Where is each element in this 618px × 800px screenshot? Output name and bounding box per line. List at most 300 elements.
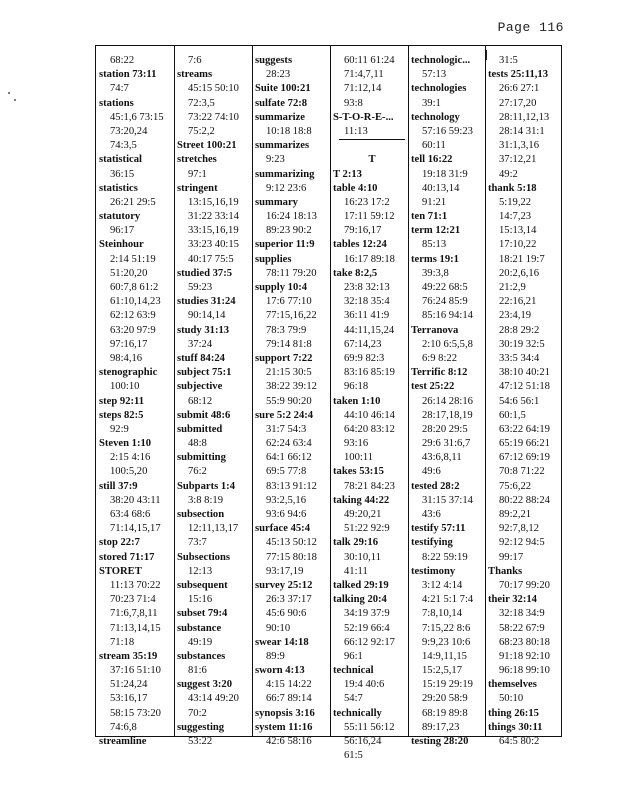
- index-term: studies 31:24: [177, 296, 236, 308]
- index-term: suggesting: [177, 721, 225, 733]
- index-reference: 97:1: [188, 168, 207, 180]
- index-reference: 89:17,23: [422, 721, 460, 733]
- index-reference: 92:7,8,12: [499, 523, 540, 535]
- index-reference: 68:23 80:18: [499, 636, 550, 648]
- index-term: stuff 84:24: [177, 352, 225, 364]
- index-reference: 11:13 70:22: [110, 579, 161, 591]
- index-reference: 96:18: [344, 381, 369, 393]
- index-column-4: [333, 54, 411, 763]
- index-reference: 91:21: [422, 196, 447, 208]
- index-reference: 71:12,14: [344, 83, 382, 95]
- index-reference: 63:4 68:6: [110, 509, 151, 520]
- index-reference: 93:8: [344, 97, 363, 109]
- index-reference: 93:16: [344, 438, 369, 450]
- index-column-3: [255, 54, 333, 749]
- index-reference: 80:22 88:24: [499, 494, 550, 506]
- index-reference: 68:12: [188, 395, 213, 407]
- index-reference: 23:4,19: [499, 310, 532, 322]
- index-term: Terrific 8:12: [411, 367, 468, 379]
- index-reference: 21:15 30:5: [266, 367, 312, 379]
- index-term: substances: [177, 650, 226, 662]
- index-term: swear 14:18: [255, 636, 309, 648]
- index-term: stations: [99, 97, 134, 109]
- index-reference: 65:19 66:21: [499, 438, 550, 450]
- index-reference: 50:10: [499, 693, 524, 705]
- index-reference: 16:17 89:18: [344, 253, 395, 265]
- index-term: support 7:22: [255, 352, 313, 364]
- index-reference: 64:20 83:12: [344, 423, 395, 435]
- index-reference: 17:6 77:10: [266, 296, 312, 308]
- index-term: still 37:9: [99, 480, 138, 492]
- index-reference: 40:13,14: [422, 182, 460, 194]
- index-term: Subsections: [177, 551, 230, 563]
- index-reference: 37:12,21: [499, 154, 537, 166]
- index-reference: 47:12 51:18: [499, 381, 550, 393]
- index-term: things 30:11: [488, 721, 543, 733]
- index-reference: 26:6 27:1: [499, 83, 540, 95]
- index-reference: 33:23 40:15: [188, 239, 239, 251]
- index-reference: 9:9,23 10:6: [422, 636, 471, 648]
- index-reference: 69:9 82:3: [344, 352, 385, 364]
- index-reference: 49:19: [188, 636, 213, 648]
- index-reference: 89:2,21: [499, 509, 532, 520]
- scan-speck: [8, 92, 10, 94]
- index-term: testify 57:11: [411, 523, 466, 535]
- index-reference: 74:7: [110, 83, 129, 95]
- index-reference: 85:13: [422, 239, 447, 251]
- index-reference: 8:22 59:19: [422, 551, 468, 563]
- index-reference: 15:13,14: [499, 225, 537, 237]
- index-term: thing 26:15: [488, 707, 539, 719]
- index-reference: 29:20 58:9: [422, 693, 468, 705]
- index-reference: 90:10: [266, 622, 291, 634]
- index-term: takes 53:15: [333, 466, 384, 478]
- index-term: testimony: [411, 565, 456, 577]
- index-reference: 15:19 29:19: [422, 679, 473, 691]
- index-term: table 4:10: [333, 182, 378, 194]
- index-term: tell 16:22: [411, 154, 453, 166]
- index-reference: 73:20,24: [110, 125, 148, 137]
- index-reference: 67:12 69:19: [499, 452, 550, 464]
- index-reference: 30:19 32:5: [499, 338, 545, 350]
- index-reference: 71:6,7,8,11: [110, 608, 158, 620]
- index-reference: 29:6 31:6,7: [422, 438, 471, 450]
- index-reference: 45:1,6 73:15: [110, 111, 164, 123]
- index-reference: 37:24: [188, 338, 213, 350]
- index-reference: 85:16 94:14: [422, 310, 473, 322]
- index-reference: 49:22 68:5: [422, 282, 468, 293]
- index-term: stop 22:7: [99, 537, 140, 549]
- index-reference: 79:14 81:8: [266, 338, 312, 350]
- index-reference: 45:13 50:12: [266, 537, 317, 549]
- index-term: term 12:21: [411, 225, 461, 237]
- index-term: talk 29:16: [333, 537, 379, 549]
- index-term: talking 20:4: [333, 594, 387, 606]
- index-term: themselves: [488, 679, 537, 691]
- index-reference: 73:7: [188, 537, 207, 549]
- index-term: their 32:14: [488, 594, 537, 606]
- index-reference: 93:2,5,16: [266, 494, 307, 506]
- index-reference: 61:5: [344, 750, 363, 762]
- index-reference: 92:9: [110, 423, 129, 435]
- index-reference: 44:10 46:14: [344, 409, 395, 421]
- index-reference: 14:9,11,15: [422, 650, 467, 662]
- index-reference: 33:5 34:4: [499, 352, 540, 364]
- index-reference: 96:17: [110, 225, 135, 237]
- index-reference: 59:23: [188, 282, 213, 293]
- index-term: tests 25:11,13: [488, 69, 549, 81]
- index-reference: 31:7 54:3: [266, 423, 307, 435]
- index-reference: 31:1,3,16: [499, 140, 540, 152]
- index-reference: 75:6,22: [499, 480, 532, 492]
- index-reference: 30:10,11: [344, 551, 381, 563]
- index-term: T 2:13: [333, 168, 362, 180]
- index-reference: 38:20 43:11: [110, 494, 161, 506]
- index-reference: 17:10,22: [499, 239, 537, 251]
- index-term: testing 28:20: [411, 736, 469, 747]
- index-reference: 96:1: [344, 650, 363, 662]
- index-term: subjective: [177, 381, 223, 393]
- index-reference: 62:24 63:4: [266, 438, 312, 450]
- index-term: suggests: [255, 55, 293, 66]
- index-reference: 37:16 51:10: [110, 665, 161, 677]
- index-reference: 7:8,10,14: [422, 608, 463, 620]
- index-reference: 26:14 28:16: [422, 395, 473, 407]
- index-reference: 100:11: [344, 452, 374, 464]
- index-reference: 2:10 6:5,5,8: [422, 338, 473, 350]
- index-reference: 10:18 18:8: [266, 125, 312, 137]
- index-term: ten 71:1: [411, 211, 448, 223]
- index-term: technically: [333, 707, 382, 719]
- index-term: submit 48:6: [177, 409, 231, 421]
- index-reference: 97:16,17: [110, 338, 148, 350]
- index-term: summary: [255, 196, 298, 208]
- index-reference: 58:15 73:20: [110, 707, 161, 719]
- index-reference: 31:15 37:14: [422, 494, 473, 506]
- index-reference: 63:20 97:9: [110, 324, 156, 336]
- index-reference: 53:16,17: [110, 693, 148, 705]
- index-term: technologies: [411, 83, 467, 95]
- index-term: sworn 4:13: [255, 665, 305, 677]
- index-term: subsequent: [177, 579, 228, 591]
- index-term: summarize: [255, 111, 306, 123]
- index-reference: 74:6,8: [110, 721, 137, 733]
- index-term: survey 25:12: [255, 579, 313, 591]
- scan-speck: [14, 99, 16, 101]
- index-reference: 43:14 49:20: [188, 693, 239, 705]
- index-term: stream 35:19: [99, 650, 158, 662]
- index-reference: 70:23 71:4: [110, 594, 156, 606]
- index-reference: 11:13: [344, 125, 368, 137]
- index-reference: 53:22: [188, 736, 213, 747]
- index-reference: 61:10,14,23: [110, 296, 161, 308]
- index-reference: 60:11 61:24: [344, 55, 395, 66]
- index-reference: 60:11: [422, 140, 446, 152]
- index-term: study 31:13: [177, 324, 230, 336]
- index-term: submitted: [177, 423, 223, 435]
- index-term: Street 100:21: [177, 140, 237, 152]
- index-column-2: [177, 54, 255, 749]
- index-reference: 77:15 80:18: [266, 551, 317, 563]
- index-reference: 71:14,15,17: [110, 523, 161, 535]
- index-reference: 70:17 99:20: [499, 579, 550, 591]
- index-reference: 12:11,13,17: [188, 523, 239, 535]
- index-reference: 99:17: [499, 551, 524, 563]
- index-reference: 76:24 85:9: [422, 296, 468, 308]
- index-term: subject 75:1: [177, 367, 232, 379]
- index-reference: 28:17,18,19: [422, 409, 473, 421]
- index-term: testifying: [411, 537, 453, 549]
- index-reference: 7:6: [188, 55, 202, 66]
- index-term: subsection: [177, 509, 225, 520]
- index-term: technology: [411, 111, 460, 123]
- index-reference: 56:16,24: [344, 736, 382, 747]
- index-term: Terranova: [411, 324, 459, 336]
- index-reference: 16:24 18:13: [266, 211, 317, 223]
- index-term: steps 82:5: [99, 409, 144, 421]
- index-reference: 91:18 92:10: [499, 650, 550, 662]
- index-term: Subparts 1:4: [177, 480, 235, 492]
- index-reference: 31:22 33:14: [188, 211, 239, 223]
- index-term: suggest 3:20: [177, 679, 233, 691]
- index-reference: 39:3,8: [422, 267, 449, 279]
- section-letter: T: [368, 154, 376, 166]
- index-reference: 5:19,22: [499, 196, 532, 208]
- index-reference: 2:15 4:16: [110, 452, 151, 464]
- index-reference: 20:2,6,16: [499, 267, 540, 279]
- index-reference: 49:20,21: [344, 509, 382, 520]
- index-reference: 83:16 85:19: [344, 367, 395, 379]
- index-reference: 92:12 94:5: [499, 537, 545, 549]
- index-term: studied 37:5: [177, 267, 233, 279]
- index-reference: 34:19 37:9: [344, 608, 390, 620]
- index-reference: 73:22 74:10: [188, 111, 239, 123]
- index-reference: 16:23 17:2: [344, 196, 390, 208]
- section-rule: [339, 139, 405, 153]
- index-reference: 60:1,5: [499, 409, 526, 421]
- index-term: substance: [177, 622, 222, 634]
- index-term: STORET: [99, 565, 142, 577]
- index-reference: 64:1 66:12: [266, 452, 312, 464]
- index-term: summarizes: [255, 140, 310, 152]
- index-reference: 64:5 80:2: [499, 736, 540, 747]
- index-term: summarizing: [255, 168, 315, 180]
- index-reference: 51:22 92:9: [344, 523, 390, 535]
- index-term: tables 12:24: [333, 239, 387, 251]
- index-reference: 36:11 41:9: [344, 310, 390, 322]
- index-term: statutory: [99, 211, 141, 223]
- index-reference: 21:2,9: [499, 282, 526, 293]
- index-reference: 19:4 40:6: [344, 679, 385, 691]
- index-reference: 74:3,5: [110, 140, 137, 152]
- index-reference: 67:14,23: [344, 338, 382, 350]
- index-reference: 71:18: [110, 636, 135, 648]
- index-reference: 83:13 91:12: [266, 480, 317, 492]
- index-term: stored 71:17: [99, 551, 155, 563]
- index-reference: 72:3,5: [188, 97, 215, 109]
- index-term: Suite 100:21: [255, 83, 311, 95]
- index-reference: 39:1: [422, 97, 441, 109]
- index-reference: 23:8 32:13: [344, 282, 390, 293]
- index-reference: 33:15,16,19: [188, 225, 239, 237]
- index-reference: 68:19 89:8: [422, 707, 468, 719]
- index-reference: 75:2,2: [188, 125, 215, 137]
- index-reference: 51:20,20: [110, 267, 148, 279]
- index-reference: 2:14 51:19: [110, 253, 156, 265]
- index-reference: 96:18 99:10: [499, 665, 550, 677]
- index-reference: 38:10 40:21: [499, 367, 550, 379]
- index-reference: 49:2: [499, 168, 518, 180]
- index-reference: 100:5,20: [110, 466, 148, 478]
- index-reference: 70:2: [188, 707, 207, 719]
- index-term: step 92:11: [99, 395, 145, 407]
- index-reference: 51:24,24: [110, 679, 148, 691]
- index-term: thank 5:18: [488, 182, 537, 194]
- index-reference: 78:3 79:9: [266, 324, 307, 336]
- index-reference: 79:16,17: [344, 225, 382, 237]
- index-column-6: [488, 54, 566, 749]
- index-reference: 42:6 58:16: [266, 736, 312, 747]
- index-reference: 18:21 19:7: [499, 253, 545, 265]
- index-term: Thanks: [488, 565, 523, 577]
- index-reference: 9:12 23:6: [266, 182, 307, 194]
- index-term: taken 1:10: [333, 395, 381, 407]
- page-number: Page 116: [497, 20, 564, 35]
- index-reference: 22:16,21: [499, 296, 537, 308]
- index-reference: 89:9: [266, 650, 285, 662]
- index-reference: 26:3 37:17: [266, 594, 312, 606]
- index-reference: 81:6: [188, 665, 207, 677]
- index-term: stringent: [177, 182, 218, 194]
- index-reference: 58:22 67:9: [499, 622, 545, 634]
- index-reference: 48:8: [188, 438, 207, 450]
- index-reference: 12:13: [188, 565, 213, 577]
- index-term: supplies: [255, 253, 292, 265]
- index-reference: 6:9 8:22: [422, 352, 458, 364]
- index-reference: 28:20 29:5: [422, 423, 468, 435]
- index-reference: 71:13,14,15: [110, 622, 161, 634]
- index-reference: 76:2: [188, 466, 207, 478]
- index-reference: 89:23 90:2: [266, 225, 312, 237]
- index-reference: 57:13: [422, 69, 447, 81]
- index-term: technical: [333, 665, 374, 677]
- index-column-1: [99, 54, 177, 749]
- index-reference: 26:21 29:5: [110, 196, 156, 208]
- index-term: synopsis 3:16: [255, 707, 315, 719]
- index-reference: 13:15,16,19: [188, 196, 239, 208]
- index-term: supply 10:4: [255, 282, 308, 293]
- index-term: terms 19:1: [411, 253, 459, 265]
- index-reference: 69:5 77:8: [266, 466, 307, 478]
- index-reference: 19:18 31:9: [422, 168, 468, 180]
- index-reference: 60:7,8 61:2: [110, 282, 159, 293]
- index-reference: 15:16: [188, 594, 213, 606]
- index-term: sure 5:2 24:4: [255, 409, 314, 421]
- index-reference: 45:15 50:10: [188, 83, 239, 95]
- index-term: Steinhour: [99, 239, 144, 251]
- scan-mark: [486, 50, 487, 60]
- index-reference: 14:7,23: [499, 211, 532, 223]
- index-reference: 32:18 35:4: [344, 296, 390, 308]
- index-term: talked 29:19: [333, 579, 389, 591]
- index-term: stenographic: [99, 367, 158, 379]
- index-term: statistics: [99, 182, 138, 194]
- index-reference: 78:21 84:23: [344, 480, 395, 492]
- index-reference: 15:2,5,17: [422, 665, 463, 677]
- index-reference: 43:6,8,11: [422, 452, 462, 464]
- index-reference: 3:8 8:19: [188, 494, 224, 506]
- index-reference: 28:8 29:2: [499, 324, 540, 336]
- index-term: subset 79:4: [177, 608, 228, 620]
- index-reference: 71:4,7,11: [344, 69, 384, 81]
- index-reference: 63:22 64:19: [499, 423, 550, 435]
- index-reference: 28:23: [266, 69, 291, 81]
- index-term: technologic...: [411, 55, 471, 66]
- index-reference: 38:22 39:12: [266, 381, 317, 393]
- index-reference: 9:23: [266, 154, 285, 166]
- index-column-5: [411, 54, 489, 749]
- index-term: test 25:22: [411, 381, 455, 393]
- index-reference: 40:17 75:5: [188, 253, 234, 265]
- index-reference: 4:21 5:1 7:4: [422, 594, 474, 606]
- index-term: surface 45:4: [255, 523, 311, 535]
- index-reference: 43:6: [422, 509, 441, 520]
- index-reference: 17:11 59:12: [344, 211, 395, 223]
- index-reference: 62:12 63:9: [110, 310, 156, 322]
- index-reference: 100:10: [110, 381, 140, 393]
- index-reference: 90:14,14: [188, 310, 226, 322]
- index-term: take 8:2,5: [333, 267, 378, 279]
- index-reference: 44:11,15,24: [344, 324, 395, 336]
- index-reference: 57:16 59:23: [422, 125, 473, 137]
- index-reference: 70:8 71:22: [499, 466, 545, 478]
- word-index-box: [95, 45, 562, 762]
- index-term: system 11:16: [255, 721, 313, 733]
- index-reference: 49:6: [422, 466, 441, 478]
- index-reference: 4:15 14:22: [266, 679, 312, 691]
- index-reference: 32:18 34:9: [499, 608, 545, 620]
- index-term: streamline: [99, 736, 147, 747]
- index-reference: 98:4,16: [110, 352, 143, 364]
- index-reference: 41:11: [344, 565, 368, 577]
- index-term: taking 44:22: [333, 494, 390, 506]
- index-reference: 31:5: [499, 55, 518, 66]
- index-reference: 3:12 4:14: [422, 579, 463, 591]
- index-reference: 54:6 56:1: [499, 395, 540, 407]
- index-term: tested 28:2: [411, 480, 460, 492]
- index-reference: 28:14 31:1: [499, 125, 545, 137]
- index-term: statistical: [99, 154, 142, 166]
- index-reference: 7:15,22 8:6: [422, 622, 471, 634]
- index-term: station 73:11: [99, 69, 157, 81]
- index-reference: 36:15: [110, 168, 135, 180]
- index-reference: 78:11 79:20: [266, 267, 317, 279]
- index-reference: 55:11 56:12: [344, 721, 395, 733]
- index-reference: 66:7 89:14: [266, 693, 312, 705]
- index-reference: 66:12 92:17: [344, 636, 395, 648]
- index-term: superior 11:9: [255, 239, 315, 251]
- index-reference: 45:6 90:6: [266, 608, 307, 620]
- index-term: Steven 1:10: [99, 438, 152, 450]
- index-reference: 93:6 94:6: [266, 509, 307, 520]
- index-reference: 27:17,20: [499, 97, 537, 109]
- index-term: streams: [177, 69, 213, 81]
- index-reference: 52:19 66:4: [344, 622, 390, 634]
- index-term: submitting: [177, 452, 226, 464]
- index-reference: 93:17,19: [266, 565, 304, 577]
- index-reference: 28:11,12,13: [499, 111, 550, 123]
- index-term: sulfate 72:8: [255, 97, 308, 109]
